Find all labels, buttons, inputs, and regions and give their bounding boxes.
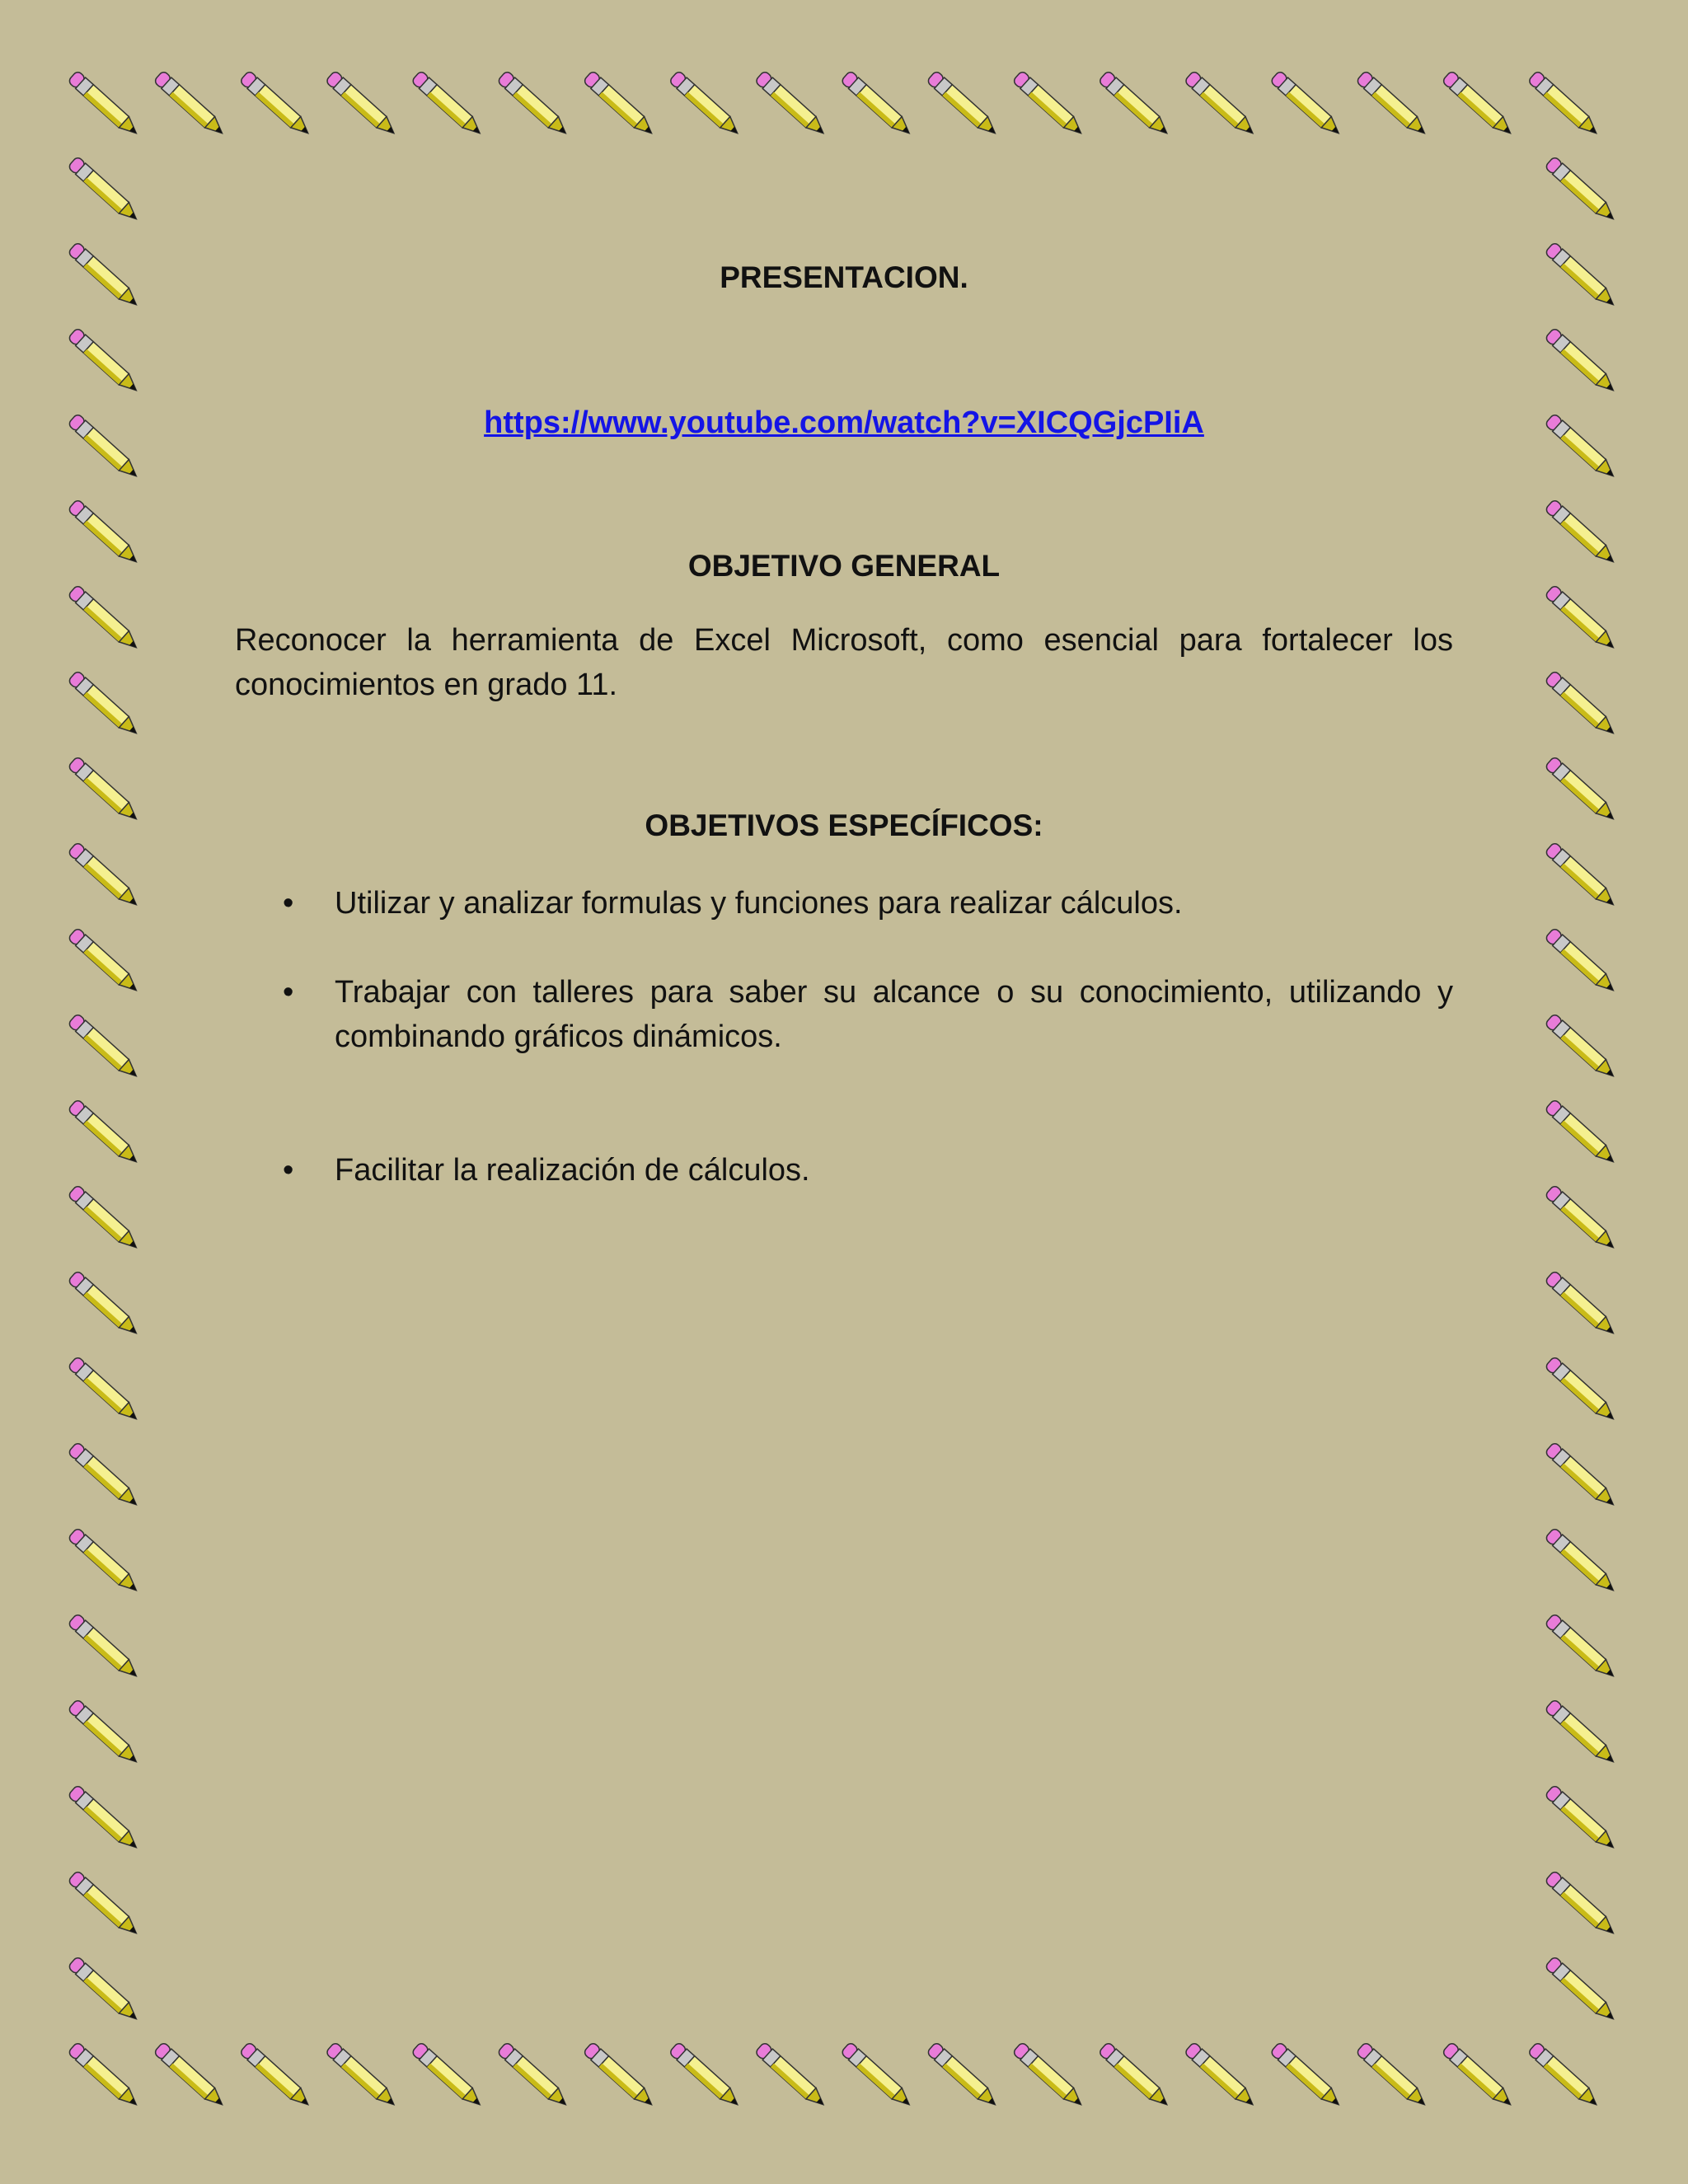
pencil-icon — [755, 70, 828, 138]
pencil-icon — [1545, 584, 1618, 653]
pencil-icon — [68, 1784, 141, 1853]
pencil-icon — [68, 1184, 141, 1253]
pencil-icon — [1545, 327, 1618, 396]
pencil-icon — [68, 1013, 141, 1081]
pencil-icon — [1527, 2041, 1601, 2110]
pencil-icon — [1270, 2041, 1343, 2110]
pencil-icon — [1545, 1699, 1618, 1767]
bullet-icon: • — [283, 886, 294, 921]
pencil-icon — [68, 756, 141, 824]
document-body — [235, 247, 1453, 1193]
pencil-icon — [68, 1870, 141, 1938]
pencil-icon — [1545, 1784, 1618, 1853]
pencil-icon — [68, 1441, 141, 1510]
pencil-icon — [68, 327, 141, 396]
pencil-icon — [68, 1613, 141, 1681]
specific-objectives-heading: OBJETIVOS ESPECÍFICOS: — [645, 808, 1043, 842]
pencil-icon — [239, 2041, 312, 2110]
pencil-icon — [1012, 2041, 1085, 2110]
pencil-icon — [1545, 1441, 1618, 1510]
list-item — [235, 970, 1453, 1059]
pencil-icon — [1545, 670, 1618, 738]
list-item — [235, 1148, 1453, 1193]
pencil-icon — [583, 70, 656, 138]
pencil-icon — [68, 499, 141, 567]
list-item-text: Utilizar y analizar formulas y funciones para realizar cálculos. — [335, 886, 1183, 921]
general-objective-heading: OBJETIVO GENERAL — [687, 549, 1001, 583]
pencil-icon — [841, 70, 914, 138]
pencil-icon — [68, 70, 141, 138]
pencil-icon — [1545, 241, 1618, 310]
pencil-icon — [68, 1956, 141, 2024]
pencil-icon — [1545, 1870, 1618, 1938]
pencil-icon — [1442, 70, 1515, 138]
pencil-icon — [1545, 1013, 1618, 1081]
pencil-icon — [68, 156, 141, 224]
pencil-icon — [926, 2041, 1000, 2110]
pencil-icon — [68, 241, 141, 310]
pencil-icon — [1545, 1184, 1618, 1253]
pencil-icon — [239, 70, 312, 138]
pencil-icon — [326, 70, 399, 138]
pencil-icon — [1545, 1356, 1618, 1424]
pencil-icon — [1270, 70, 1343, 138]
pencil-icon — [1356, 2041, 1429, 2110]
pencil-icon — [68, 1527, 141, 1596]
general-objective-text: Reconocer la herramienta de Excel Microsoft, como esencial para fortalecer los conocimientos en grado 11. — [235, 623, 1453, 702]
pencil-icon — [153, 70, 227, 138]
video-link-line — [235, 405, 1453, 441]
list-item — [235, 881, 1453, 926]
pencil-icon — [1184, 70, 1258, 138]
pencil-icon — [68, 841, 141, 910]
list-item-text: Trabajar con talleres para saber su alcance o su conocimiento, utilizando y combinando gráficos dinámicos. — [335, 975, 1453, 1054]
pencil-icon — [1545, 1956, 1618, 2024]
pencil-icon — [841, 2041, 914, 2110]
pencil-icon — [1098, 2041, 1171, 2110]
page-title: PRESENTACION. — [720, 260, 968, 294]
pencil-icon — [1545, 499, 1618, 567]
video-link[interactable]: https://www.youtube.com/watch?v=XICQGjcPIiA — [484, 405, 1204, 440]
pencil-icon — [1442, 2041, 1515, 2110]
pencil-icon — [153, 2041, 227, 2110]
pencil-icon — [68, 670, 141, 738]
bullet-icon: • — [283, 975, 294, 1010]
pencil-icon — [1545, 1527, 1618, 1596]
pencil-icon — [326, 2041, 399, 2110]
list-item-text: Facilitar la realización de cálculos. — [335, 1153, 810, 1188]
pencil-icon — [68, 584, 141, 653]
pencil-icon — [497, 2041, 570, 2110]
pencil-icon — [411, 70, 485, 138]
pencil-icon — [1545, 927, 1618, 996]
bullet-icon: • — [283, 1153, 294, 1188]
pencil-icon — [1545, 413, 1618, 481]
specific-objectives-list — [235, 881, 1453, 1193]
pencil-icon — [1527, 70, 1601, 138]
pencil-icon — [1012, 70, 1085, 138]
pencil-icon — [1356, 70, 1429, 138]
pencil-icon — [1545, 841, 1618, 910]
pencil-icon — [68, 927, 141, 996]
pencil-icon — [68, 413, 141, 481]
pencil-icon — [668, 70, 742, 138]
pencil-icon — [68, 1099, 141, 1167]
pencil-icon — [497, 70, 570, 138]
pencil-icon — [668, 2041, 742, 2110]
pencil-icon — [1545, 1613, 1618, 1681]
pencil-icon — [926, 70, 1000, 138]
pencil-icon — [1098, 70, 1171, 138]
pencil-icon — [68, 2041, 141, 2110]
pencil-icon — [1545, 756, 1618, 824]
pencil-icon — [1545, 1270, 1618, 1338]
pencil-icon — [755, 2041, 828, 2110]
pencil-icon — [1545, 156, 1618, 224]
pencil-icon — [411, 2041, 485, 2110]
pencil-icon — [1545, 1099, 1618, 1167]
pencil-icon — [1184, 2041, 1258, 2110]
pencil-icon — [583, 2041, 656, 2110]
pencil-icon — [68, 1270, 141, 1338]
pencil-icon — [68, 1356, 141, 1424]
pencil-icon — [68, 1699, 141, 1767]
